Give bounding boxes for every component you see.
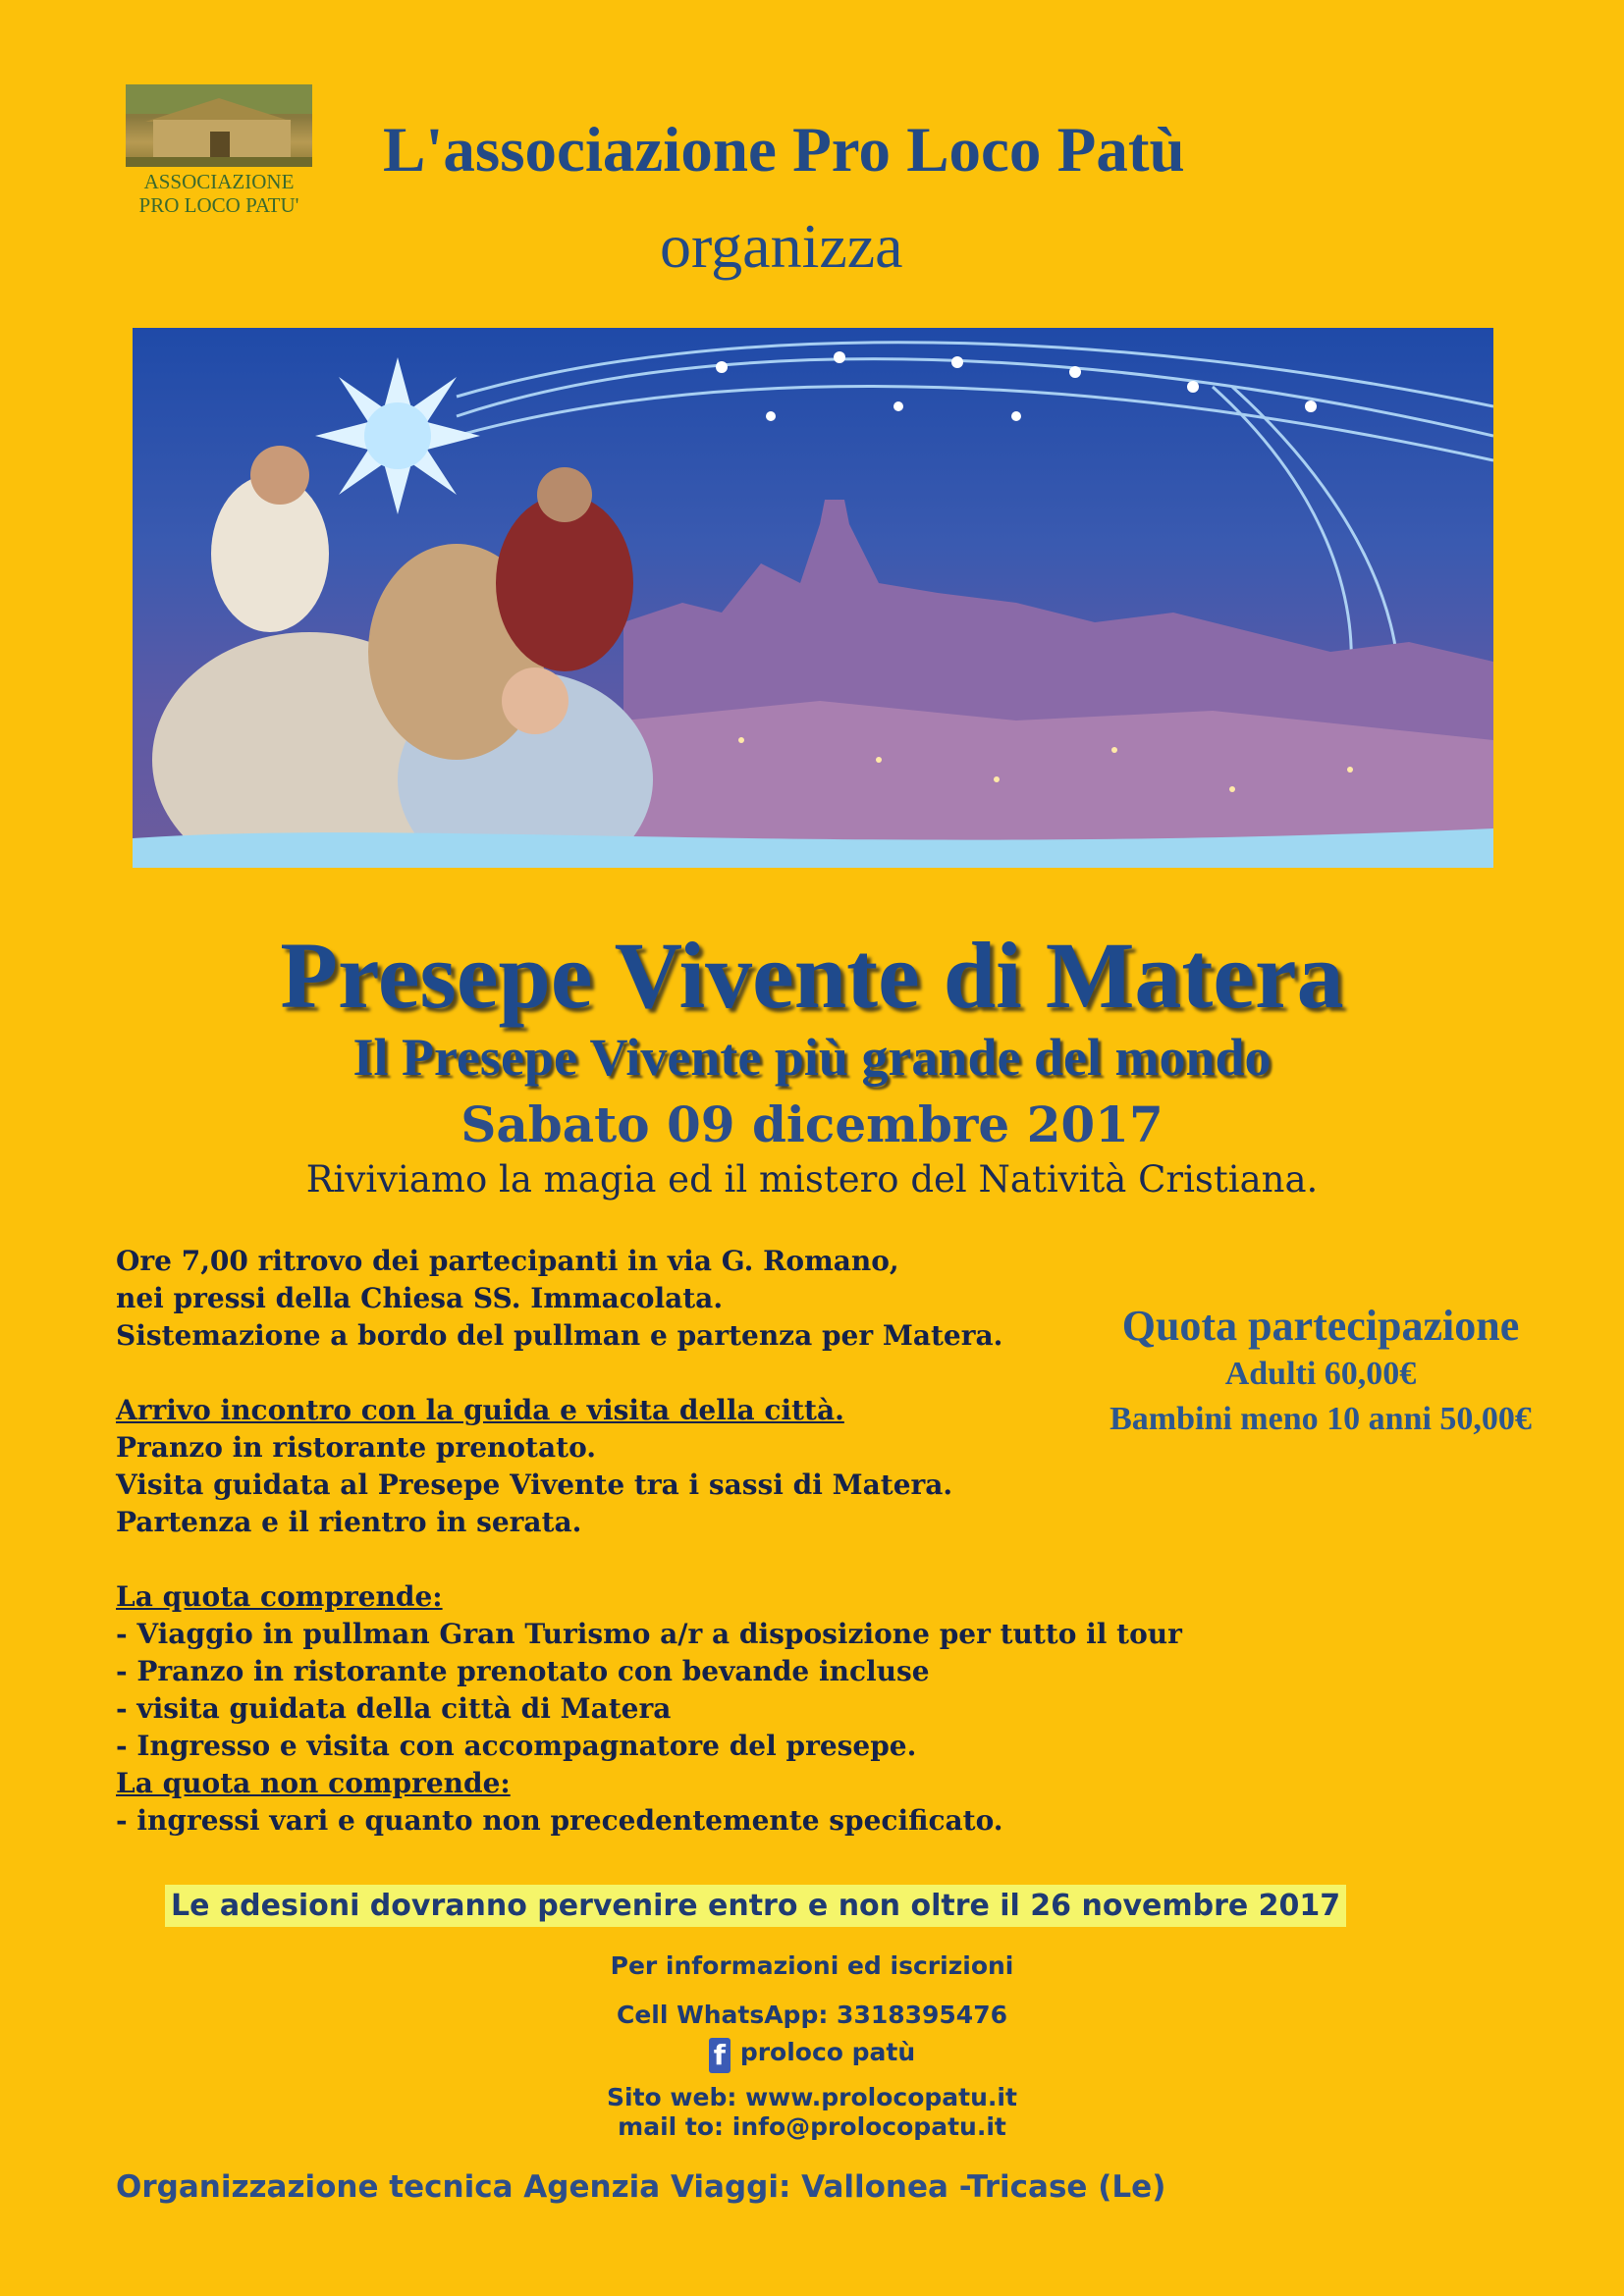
arrival-heading: Arrivo incontro con la guida e visita della città. <box>116 1394 844 1426</box>
event-tagline: Riviviamo la magia ed il mistero del Natività Cristiana. <box>305 1158 1319 1201</box>
registration-deadline: Le adesioni dovranno pervenire entro e non oltre il 26 novembre 2017 <box>165 1885 1346 1927</box>
program-line: Pranzo in ristorante prenotato. <box>116 1431 597 1464</box>
price-title: Quota partecipazione <box>1121 1302 1520 1350</box>
excludes-item: - ingressi vari e quanto non precedentemente specificato. <box>116 1804 1003 1837</box>
logo-text-line1: ASSOCIAZIONE <box>143 170 295 193</box>
organizer-subtitle: organizza <box>660 211 903 281</box>
event-subtitle: Il Presepe Vivente più grande del mondo <box>352 1028 1272 1087</box>
includes-item: - Pranzo in ristorante prenotato con bevande incluse <box>116 1655 930 1687</box>
star-icon <box>315 357 480 514</box>
contacts-heading: Per informazioni ed iscrizioni <box>610 1951 1014 1980</box>
program-line: Visita guidata al Presepe Vivente tra i sassi di Matera. <box>116 1468 953 1501</box>
nativity-matera-banner <box>133 328 1493 868</box>
price-children: Bambini meno 10 anni 50,00€ <box>1110 1401 1532 1437</box>
program-line: Sistemazione a bordo del pullman e partenza per Matera. <box>116 1319 1003 1352</box>
includes-item: - visita guidata della città di Matera <box>116 1692 672 1725</box>
email-link[interactable]: mail to: info@prolocopatu.it <box>618 2112 1006 2141</box>
logo-house-image <box>126 84 312 167</box>
website-link[interactable]: Sito web: www.prolocopatu.it <box>607 2083 1017 2111</box>
organizer-title: L'associazione Pro Loco Patù <box>383 115 1185 186</box>
price-adults: Adulti 60,00€ <box>1224 1356 1417 1392</box>
program-line: Partenza e il rientro in serata. <box>116 1506 582 1538</box>
technical-organizer: Organizzazione tecnica Agenzia Viaggi: Vallonea -Tricase (Le) <box>116 2169 1166 2205</box>
excludes-heading: La quota non comprende: <box>116 1767 511 1799</box>
program-line: Ore 7,00 ritrovo dei partecipanti in via G. Romano, <box>116 1245 899 1277</box>
facebook-icon: f <box>709 2038 731 2073</box>
whatsapp-contact: Cell WhatsApp: 3318395476 <box>616 2001 1007 2029</box>
includes-heading: La quota comprende: <box>116 1580 443 1613</box>
event-title: Presepe Vivente di Matera <box>280 923 1344 1028</box>
pro-loco-logo <box>116 84 322 232</box>
program-details <box>116 1243 1182 1840</box>
facebook-page[interactable]: proloco patù <box>739 2038 916 2066</box>
program-line: nei pressi della Chiesa SS. Immacolata. <box>116 1282 724 1314</box>
includes-item: - Ingresso e visita con accompagnatore del presepe. <box>116 1730 917 1762</box>
facebook-row <box>0 2038 1624 2073</box>
price-box <box>1070 1301 1571 1442</box>
event-date: Sabato 09 dicembre 2017 <box>460 1095 1164 1153</box>
logo-text-line2: PRO LOCO PATU' <box>138 193 299 217</box>
includes-item: - Viaggio in pullman Gran Turismo a/r a disposizione per tutto il tour <box>116 1618 1182 1650</box>
